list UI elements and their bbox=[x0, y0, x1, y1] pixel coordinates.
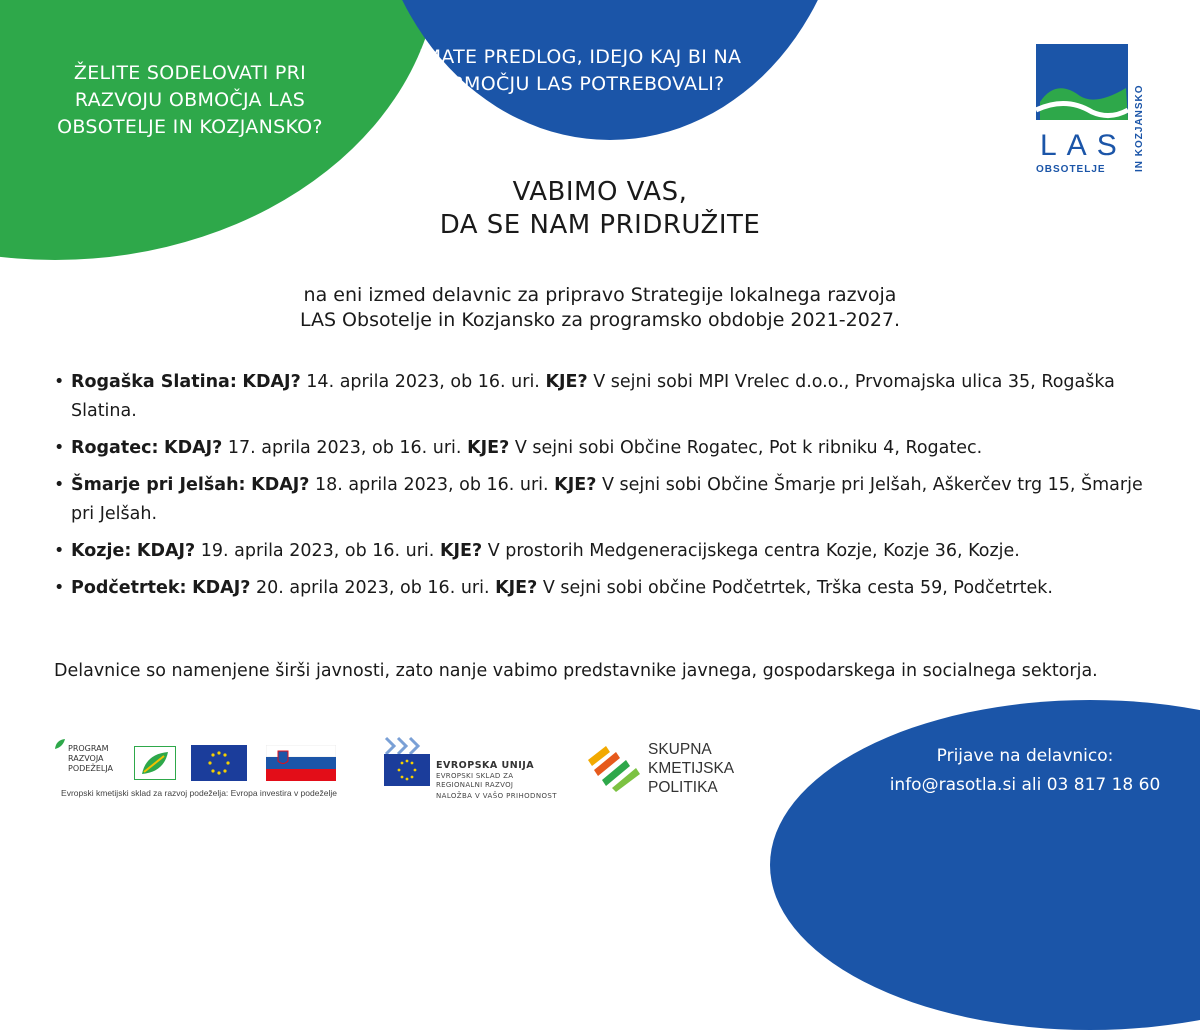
skp-line-1: SKUPNA bbox=[648, 741, 712, 758]
heading-line-1: VABIMO VAS, bbox=[512, 177, 688, 207]
eu-motto: NALOŽBA V VAŠO PRIHODNOST bbox=[436, 792, 557, 800]
event-date: 18. aprila 2023, ob 16. uri. bbox=[315, 475, 549, 495]
when-label: KDAJ? bbox=[192, 578, 251, 598]
when-label: KDAJ? bbox=[242, 372, 301, 392]
eu-subtitle-line-2: REGIONALNI RAZVOJ bbox=[436, 781, 514, 789]
skp-stripes-icon bbox=[586, 740, 644, 792]
skp-text bbox=[648, 740, 734, 797]
skp-line-3: POLITIKA bbox=[648, 779, 718, 796]
event-place: Rogatec: bbox=[71, 438, 159, 458]
event-date: 20. aprila 2023, ob 16. uri. bbox=[255, 578, 490, 598]
heading-line-2: DA SE NAM PRIDRUŽITE bbox=[439, 210, 761, 240]
prp-line-1: PROGRAM bbox=[68, 744, 109, 753]
event-location: V sejni sobi občine Podčetrtek, Trška cesta 59, Podčetrtek. bbox=[542, 578, 1053, 598]
list-item bbox=[54, 434, 1164, 463]
eu-flag-icon bbox=[191, 745, 247, 781]
event-date: 19. aprila 2023, ob 16. uri. bbox=[200, 541, 435, 561]
intro-line-1: na eni izmed delavnic za pripravo Strategije lokalnega razvoja bbox=[303, 284, 897, 306]
list-item bbox=[54, 368, 1164, 426]
list-item bbox=[54, 537, 1164, 566]
when-label: KDAJ? bbox=[164, 438, 223, 458]
where-label: KJE? bbox=[545, 372, 588, 392]
contact-details: info@rasotla.si ali 03 817 18 60 bbox=[889, 775, 1161, 795]
registration-contact bbox=[870, 742, 1180, 800]
workshop-list bbox=[54, 368, 1164, 611]
intro-line-2: LAS Obsotelje in Kozjansko za programsko obdobje 2021-2027. bbox=[299, 309, 901, 331]
event-location: V prostorih Medgeneracijskega centra Kozje, Kozje 36, Kozje. bbox=[487, 541, 1020, 561]
list-item bbox=[54, 574, 1164, 603]
event-location: V sejni sobi Občine Šmarje pri Jelšah, Aškerčev trg 15, Šmarje pri Jelšah. bbox=[71, 475, 1143, 524]
leaf-icon bbox=[54, 738, 66, 750]
leader-icon bbox=[134, 746, 176, 780]
rural-development-logos bbox=[54, 738, 344, 808]
event-date: 17. aprila 2023, ob 16. uri. bbox=[227, 438, 462, 458]
logo-bottom-text: OBSOTELJE bbox=[1036, 164, 1106, 175]
event-location: V sejni sobi MPI Vrelec d.o.o., Prvomajska ulica 35, Rogaška Slatina. bbox=[71, 372, 1115, 421]
eu-flag-icon bbox=[384, 754, 430, 786]
intro-text bbox=[170, 283, 1030, 333]
event-place: Podčetrtek: bbox=[71, 578, 187, 598]
eu-title: EVROPSKA UNIJA bbox=[436, 760, 535, 771]
event-date: 14. aprila 2023, ob 16. uri. bbox=[306, 372, 540, 392]
where-label: KJE? bbox=[554, 475, 597, 495]
skupna-kmetijska-politika-logo bbox=[586, 738, 756, 802]
event-place: Kozje: bbox=[71, 541, 132, 561]
audience-note: Delavnice so namenjene širši javnosti, zato nanje vabimo predstavnike javnega, gospodarskega in socialnega sektorja. bbox=[54, 661, 1098, 681]
eafrd-note: Evropski kmetijski sklad za razvoj podeželja: Evropa investira v podeželje bbox=[61, 788, 337, 798]
event-place: Šmarje pri Jelšah: bbox=[71, 475, 246, 495]
where-label: KJE? bbox=[495, 578, 538, 598]
prp-line-2: RAZVOJA bbox=[68, 754, 104, 763]
eu-subtitle-line-1: EVROPSKI SKLAD ZA bbox=[436, 772, 514, 780]
event-place: Rogaška Slatina: bbox=[71, 372, 237, 392]
eu-regional-fund-logo bbox=[384, 736, 574, 802]
eu-subtitle bbox=[436, 772, 556, 790]
eu-funds-pattern-icon bbox=[384, 736, 430, 756]
prp-logo bbox=[54, 738, 124, 778]
prp-line-3: PODEŽELJA bbox=[68, 764, 114, 773]
las-obsotelje-logo bbox=[1036, 40, 1146, 180]
logo-vertical-text: IN KOZJANSKO bbox=[1134, 84, 1145, 172]
list-item bbox=[54, 471, 1164, 529]
when-label: KDAJ? bbox=[251, 475, 310, 495]
when-label: KDAJ? bbox=[136, 541, 196, 561]
event-location: V sejni sobi Občine Rogatec, Pot k ribniku 4, Rogatec. bbox=[514, 438, 983, 458]
contact-label: Prijave na delavnico: bbox=[936, 746, 1114, 766]
blue-bubble-question: IMATE PREDLOG, IDEJO KAJ BI NA OBMOČJU LAS POTREBOVALI? bbox=[418, 46, 742, 95]
slovenia-flag-icon bbox=[266, 745, 336, 781]
main-heading bbox=[300, 176, 900, 242]
where-label: KJE? bbox=[467, 438, 510, 458]
skp-line-2: KMETIJSKA bbox=[648, 760, 735, 777]
where-label: KJE? bbox=[439, 541, 483, 561]
logo-letters: LAS bbox=[1040, 129, 1127, 162]
green-bubble-question: ŽELITE SODELOVATI PRI RAZVOJU OBMOČJA LAS OBSOTELJE IN KOZJANSKO? bbox=[57, 62, 323, 138]
